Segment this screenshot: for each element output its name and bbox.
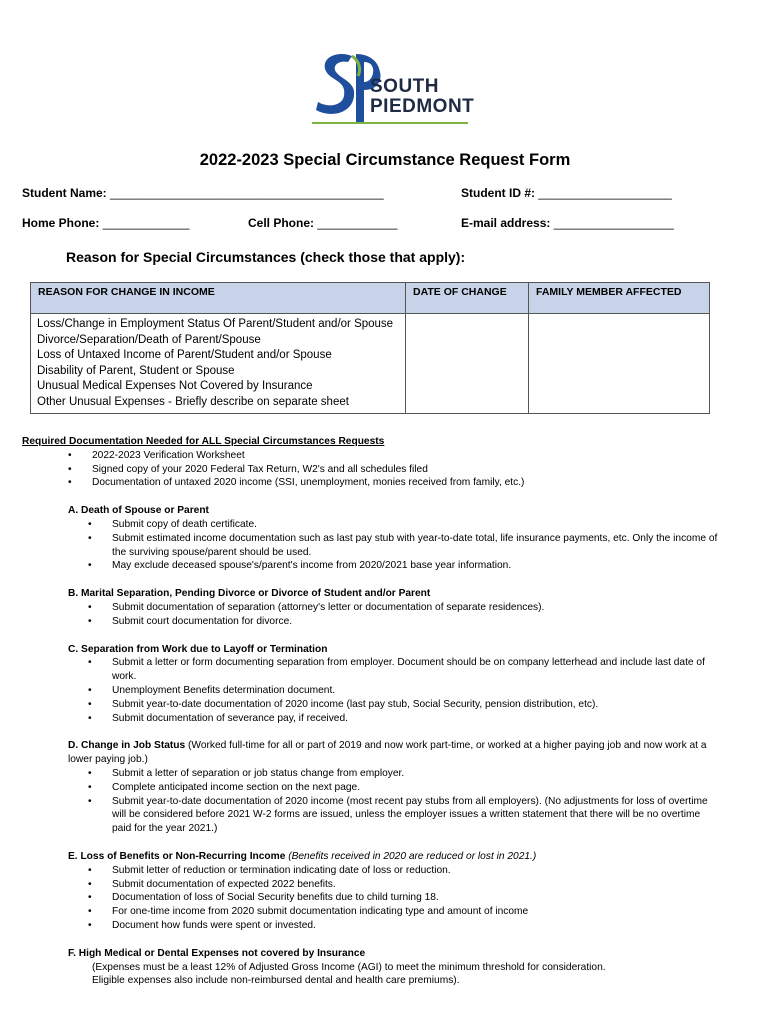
section-f-title: F. High Medical or Dental Expenses not covered by Insurance	[68, 947, 366, 959]
section-d	[22, 739, 722, 836]
list-item: • Signed copy of your 2020 Federal Tax Return, W2's and all schedules filed	[92, 463, 722, 477]
section-e-title: E. Loss of Benefits or Non-Recurring Income	[68, 850, 286, 862]
section-d-note: (Worked full-time for all or part of 2019 and now work part-time, or worked at a higher paying job and now work at a lower paying job.)	[68, 740, 707, 766]
list-item: • Document how funds were spent or invested.	[112, 919, 722, 933]
list-item: • Submit documentation of severance pay, if received.	[112, 712, 722, 726]
reason-item[interactable]: Unusual Medical Expenses Not Covered by Insurance	[37, 380, 313, 392]
student-id-line[interactable]: ____________________	[538, 186, 672, 200]
list-item: • Submit letter of reduction or termination indicating date of loss or reduction.	[112, 864, 722, 878]
cell-phone-field[interactable]	[248, 216, 397, 230]
family-member-cell[interactable]	[529, 314, 710, 414]
reason-item[interactable]: Loss of Untaxed Income of Parent/Student and/or Spouse	[37, 349, 332, 361]
list-item: • Submit copy of death certificate.	[112, 518, 722, 532]
list-item: • For one-time income from 2020 submit documentation indicating type and amount of income	[112, 905, 722, 919]
reason-item[interactable]: Loss/Change in Employment Status Of Parent/Student and/or Spouse	[37, 318, 394, 330]
list-item: • Submit a letter of separation or job status change from employer.	[112, 767, 722, 781]
header-date: DATE OF CHANGE	[406, 283, 529, 314]
required-docs-title: Required Documentation Needed for ALL Special Circumstances Requests	[22, 436, 385, 447]
list-item: • Submit year-to-date documentation of 2020 income (last pay stub, Social Security, pension distribution, etc).	[112, 698, 722, 712]
required-docs-list	[22, 449, 722, 490]
table-row	[31, 314, 710, 414]
section-f-para1: (Expenses must be a least 12% of Adjusted Gross Income (AGI) to meet the minimum threshold for consideration.	[92, 961, 606, 973]
reason-item[interactable]: Other Unusual Expenses - Briefly describe on separate sheet	[37, 395, 349, 408]
header-reason: REASON FOR CHANGE IN INCOME	[31, 283, 406, 314]
list-item: • Submit year-to-date documentation of 2020 income (most recent pay stubs from all employers). (No adjustments for loss of overtime will be considered before 2021 W-2 forms are issued, unless the employer issues a written statement that there will be no overtime paid for the year 2021.)	[112, 795, 722, 836]
list-item: • Unemployment Benefits determination document.	[112, 684, 722, 698]
cell-phone-line[interactable]: ____________	[317, 216, 398, 230]
section-c-title: C. Separation from Work due to Layoff or Termination	[68, 643, 328, 655]
list-item: • Submit a letter or form documenting separation from employer. Document should be on company letterhead and include last date of work.	[112, 656, 722, 684]
logo-text-south: SOUTH	[370, 76, 439, 97]
email-line[interactable]: __________________	[553, 216, 674, 230]
section-d-title: D. Change in Job Status	[68, 740, 186, 752]
list-item: • Submit documentation of expected 2022 benefits.	[112, 878, 722, 892]
reason-item[interactable]: Divorce/Separation/Death of Parent/Spouse	[37, 333, 261, 346]
section-b	[22, 587, 722, 628]
home-phone-line[interactable]: _____________	[102, 216, 190, 230]
list-item: • Documentation of loss of Social Security benefits due to child turning 18.	[112, 891, 722, 905]
documentation-section	[22, 435, 722, 988]
home-phone-label: Home Phone:	[22, 216, 100, 230]
list-item: • 2022-2023 Verification Worksheet	[92, 449, 722, 463]
list-item: • Submit documentation of separation (attorney's letter or documentation of separate residences).	[112, 601, 722, 615]
list-item: • Documentation of untaxed 2020 income (SSI, unemployment, monies received from family, etc.)	[92, 476, 722, 490]
reason-list-cell	[31, 314, 406, 414]
student-id-field[interactable]	[461, 186, 672, 200]
list-item: • Submit court documentation for divorce.	[112, 615, 722, 629]
south-piedmont-logo	[312, 50, 475, 128]
student-name-line[interactable]: _________________________________________	[110, 186, 384, 200]
list-item: • May exclude deceased spouse's/parent's income from 2020/2021 base year information.	[112, 559, 722, 573]
section-e-note: (Benefits received in 2020 are reduced or lost in 2021.)	[285, 850, 537, 862]
reasons-table	[30, 282, 710, 414]
student-name-field[interactable]	[22, 186, 384, 200]
list-item: • Complete anticipated income section on the next page.	[112, 781, 722, 795]
student-id-label: Student ID #:	[461, 186, 535, 200]
header-family-member: FAMILY MEMBER AFFECTED	[529, 283, 710, 314]
home-phone-field[interactable]	[22, 216, 189, 230]
section-a-title: A. Death of Spouse or Parent	[68, 505, 209, 517]
logo-underline	[312, 122, 468, 124]
section-f	[22, 947, 722, 988]
reason-heading: Reason for Special Circumstances (check those that apply):	[66, 249, 466, 265]
date-of-change-cell[interactable]	[406, 314, 529, 414]
email-label: E-mail address:	[461, 216, 551, 230]
list-item: • Submit estimated income documentation such as last pay stub with year-to-date total, life insurance payments, etc. Only the income of the surviving spouse/parent should be used.	[112, 532, 722, 560]
student-name-label: Student Name:	[22, 186, 107, 200]
table-header-row	[31, 283, 710, 314]
section-c	[22, 643, 722, 726]
section-f-para2: Eligible expenses also include non-reimbursed dental and health care premiums).	[92, 975, 460, 987]
logo-text-piedmont: PIEDMONT	[370, 96, 475, 117]
section-b-title: B. Marital Separation, Pending Divorce or Divorce of Student and/or Parent	[68, 588, 431, 600]
cell-phone-label: Cell Phone:	[248, 216, 315, 230]
email-field[interactable]	[461, 216, 674, 230]
form-title: 2022-2023 Special Circumstance Request Form	[199, 151, 571, 169]
reason-item[interactable]: Disability of Parent, Student or Spouse	[37, 364, 235, 377]
section-a	[22, 504, 722, 573]
section-e	[22, 850, 722, 933]
